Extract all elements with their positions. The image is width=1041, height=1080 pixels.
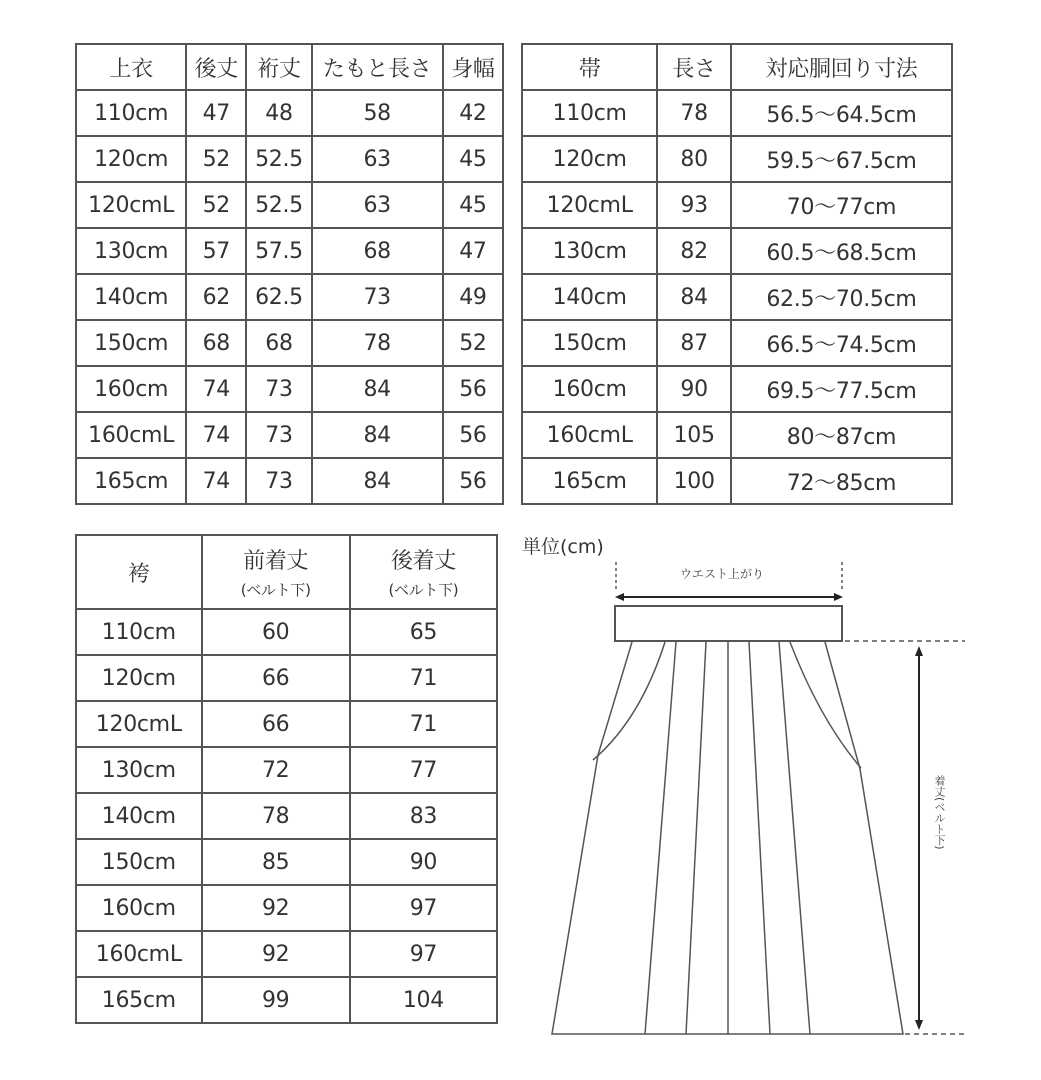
table-row xyxy=(76,655,497,701)
column-header: 後丈 xyxy=(186,44,246,90)
column-header: 帯 xyxy=(522,44,657,90)
value-cell: 90 xyxy=(350,839,497,885)
size-cell: 150cm xyxy=(76,320,186,366)
size-cell: 120cmL xyxy=(76,701,202,747)
value-cell: 66 xyxy=(202,655,350,701)
jacket-table-body xyxy=(76,44,503,504)
size-cell: 120cm xyxy=(76,655,202,701)
value-cell: 52 xyxy=(186,182,246,228)
value-cell: 52 xyxy=(443,320,503,366)
column-header: 身幅 xyxy=(443,44,503,90)
size-cell: 165cm xyxy=(76,977,202,1023)
value-cell: 59.5〜67.5cm xyxy=(731,136,952,182)
size-cell: 165cm xyxy=(522,458,657,504)
size-cell: 110cm xyxy=(76,609,202,655)
value-cell: 87 xyxy=(657,320,731,366)
value-cell: 47 xyxy=(186,90,246,136)
header-row xyxy=(76,535,497,609)
value-cell: 60 xyxy=(202,609,350,655)
value-cell: 52 xyxy=(186,136,246,182)
table-row xyxy=(76,977,497,1023)
value-cell: 62 xyxy=(186,274,246,320)
column-header: 長さ xyxy=(657,44,731,90)
column-header-main: 後着丈 xyxy=(390,549,456,574)
size-cell: 120cm xyxy=(76,136,186,182)
value-cell: 105 xyxy=(657,412,731,458)
table-row xyxy=(522,366,952,412)
size-cell: 140cm xyxy=(76,793,202,839)
value-cell: 60.5〜68.5cm xyxy=(731,228,952,274)
value-cell: 56.5〜64.5cm xyxy=(731,90,952,136)
size-cell: 110cm xyxy=(76,90,186,136)
value-cell: 78 xyxy=(202,793,350,839)
table-row xyxy=(76,931,497,977)
table-row xyxy=(522,412,952,458)
value-cell: 100 xyxy=(657,458,731,504)
value-cell: 45 xyxy=(443,182,503,228)
jacket-size-table xyxy=(75,43,504,505)
value-cell: 68 xyxy=(186,320,246,366)
value-cell: 80〜87cm xyxy=(731,412,952,458)
belt-table-body xyxy=(522,44,952,504)
value-cell: 92 xyxy=(202,931,350,977)
size-cell: 160cm xyxy=(522,366,657,412)
size-cell: 150cm xyxy=(522,320,657,366)
value-cell: 74 xyxy=(186,366,246,412)
value-cell: 63 xyxy=(312,182,443,228)
table-row xyxy=(76,412,503,458)
waist-measure-label: ウエスト上がり xyxy=(680,567,765,581)
size-cell: 130cm xyxy=(76,228,186,274)
table-row xyxy=(522,228,952,274)
table-row xyxy=(522,458,952,504)
value-cell: 99 xyxy=(202,977,350,1023)
value-cell: 57.5 xyxy=(246,228,311,274)
hakama-table-body xyxy=(76,535,497,1023)
value-cell: 74 xyxy=(186,412,246,458)
column-header: 上衣 xyxy=(76,44,186,90)
value-cell: 80 xyxy=(657,136,731,182)
table-row xyxy=(76,885,497,931)
size-cell: 130cm xyxy=(76,747,202,793)
value-cell: 48 xyxy=(246,90,311,136)
value-cell: 62.5 xyxy=(246,274,311,320)
value-cell: 58 xyxy=(312,90,443,136)
value-cell: 70〜77cm xyxy=(731,182,952,228)
size-cell: 165cm xyxy=(76,458,186,504)
value-cell: 92 xyxy=(202,885,350,931)
table-row xyxy=(522,320,952,366)
value-cell: 77 xyxy=(350,747,497,793)
size-cell: 120cm xyxy=(522,136,657,182)
size-cell: 150cm xyxy=(76,839,202,885)
value-cell: 73 xyxy=(246,458,311,504)
value-cell: 52.5 xyxy=(246,136,311,182)
table-row xyxy=(76,320,503,366)
value-cell: 85 xyxy=(202,839,350,885)
value-cell: 71 xyxy=(350,655,497,701)
value-cell: 84 xyxy=(312,412,443,458)
table-row xyxy=(76,793,497,839)
column-header xyxy=(202,535,350,609)
value-cell: 73 xyxy=(312,274,443,320)
table-row xyxy=(76,609,497,655)
value-cell: 84 xyxy=(312,366,443,412)
length-measure-label: 着丈(ベルト下) xyxy=(933,775,946,850)
column-header: たもと長さ xyxy=(312,44,443,90)
value-cell: 71 xyxy=(350,701,497,747)
column-header xyxy=(76,535,202,609)
column-header: 裄丈 xyxy=(246,44,311,90)
value-cell: 78 xyxy=(312,320,443,366)
waistband xyxy=(615,606,842,641)
hakama-size-table xyxy=(75,534,498,1024)
column-header-main: 袴 xyxy=(127,561,150,587)
table-row xyxy=(76,747,497,793)
value-cell: 90 xyxy=(657,366,731,412)
unit-label: 単位(cm) xyxy=(522,536,604,558)
value-cell: 72 xyxy=(202,747,350,793)
belt-size-table xyxy=(521,43,953,505)
value-cell: 56 xyxy=(443,366,503,412)
size-cell: 140cm xyxy=(76,274,186,320)
value-cell: 93 xyxy=(657,182,731,228)
value-cell: 57 xyxy=(186,228,246,274)
value-cell: 66.5〜74.5cm xyxy=(731,320,952,366)
table-row xyxy=(76,701,497,747)
value-cell: 62.5〜70.5cm xyxy=(731,274,952,320)
table-row xyxy=(522,136,952,182)
value-cell: 56 xyxy=(443,412,503,458)
table-row xyxy=(522,274,952,320)
column-header-sub: (ベルト下) xyxy=(240,581,311,599)
table-row xyxy=(522,182,952,228)
value-cell: 104 xyxy=(350,977,497,1023)
table-row xyxy=(76,366,503,412)
table-row xyxy=(76,458,503,504)
value-cell: 42 xyxy=(443,90,503,136)
column-header-main: 前着丈 xyxy=(243,549,309,574)
value-cell: 72〜85cm xyxy=(731,458,952,504)
size-cell: 160cm xyxy=(76,885,202,931)
value-cell: 84 xyxy=(657,274,731,320)
size-cell: 160cmL xyxy=(76,412,186,458)
value-cell: 56 xyxy=(443,458,503,504)
table-row xyxy=(76,274,503,320)
size-cell: 130cm xyxy=(522,228,657,274)
size-cell: 110cm xyxy=(522,90,657,136)
value-cell: 68 xyxy=(312,228,443,274)
size-cell: 160cmL xyxy=(522,412,657,458)
size-cell: 120cmL xyxy=(522,182,657,228)
value-cell: 45 xyxy=(443,136,503,182)
table-row xyxy=(76,90,503,136)
size-cell: 120cmL xyxy=(76,182,186,228)
size-cell: 160cm xyxy=(76,366,186,412)
column-header xyxy=(350,535,497,609)
value-cell: 73 xyxy=(246,412,311,458)
table-row xyxy=(522,90,952,136)
header-row xyxy=(76,44,503,90)
table-row xyxy=(76,136,503,182)
value-cell: 69.5〜77.5cm xyxy=(731,366,952,412)
value-cell: 74 xyxy=(186,458,246,504)
value-cell: 65 xyxy=(350,609,497,655)
value-cell: 63 xyxy=(312,136,443,182)
table-row xyxy=(76,182,503,228)
value-cell: 84 xyxy=(312,458,443,504)
value-cell: 52.5 xyxy=(246,182,311,228)
value-cell: 78 xyxy=(657,90,731,136)
value-cell: 82 xyxy=(657,228,731,274)
value-cell: 97 xyxy=(350,931,497,977)
size-cell: 160cmL xyxy=(76,931,202,977)
hakama-diagram xyxy=(540,555,970,1055)
value-cell: 68 xyxy=(246,320,311,366)
value-cell: 66 xyxy=(202,701,350,747)
value-cell: 47 xyxy=(443,228,503,274)
table-row xyxy=(76,228,503,274)
header-row xyxy=(522,44,952,90)
table-row xyxy=(76,839,497,885)
column-header-sub: (ベルト下) xyxy=(388,581,459,599)
value-cell: 73 xyxy=(246,366,311,412)
value-cell: 49 xyxy=(443,274,503,320)
value-cell: 97 xyxy=(350,885,497,931)
column-header: 対応胴回り寸法 xyxy=(731,44,952,90)
value-cell: 83 xyxy=(350,793,497,839)
size-cell: 140cm xyxy=(522,274,657,320)
